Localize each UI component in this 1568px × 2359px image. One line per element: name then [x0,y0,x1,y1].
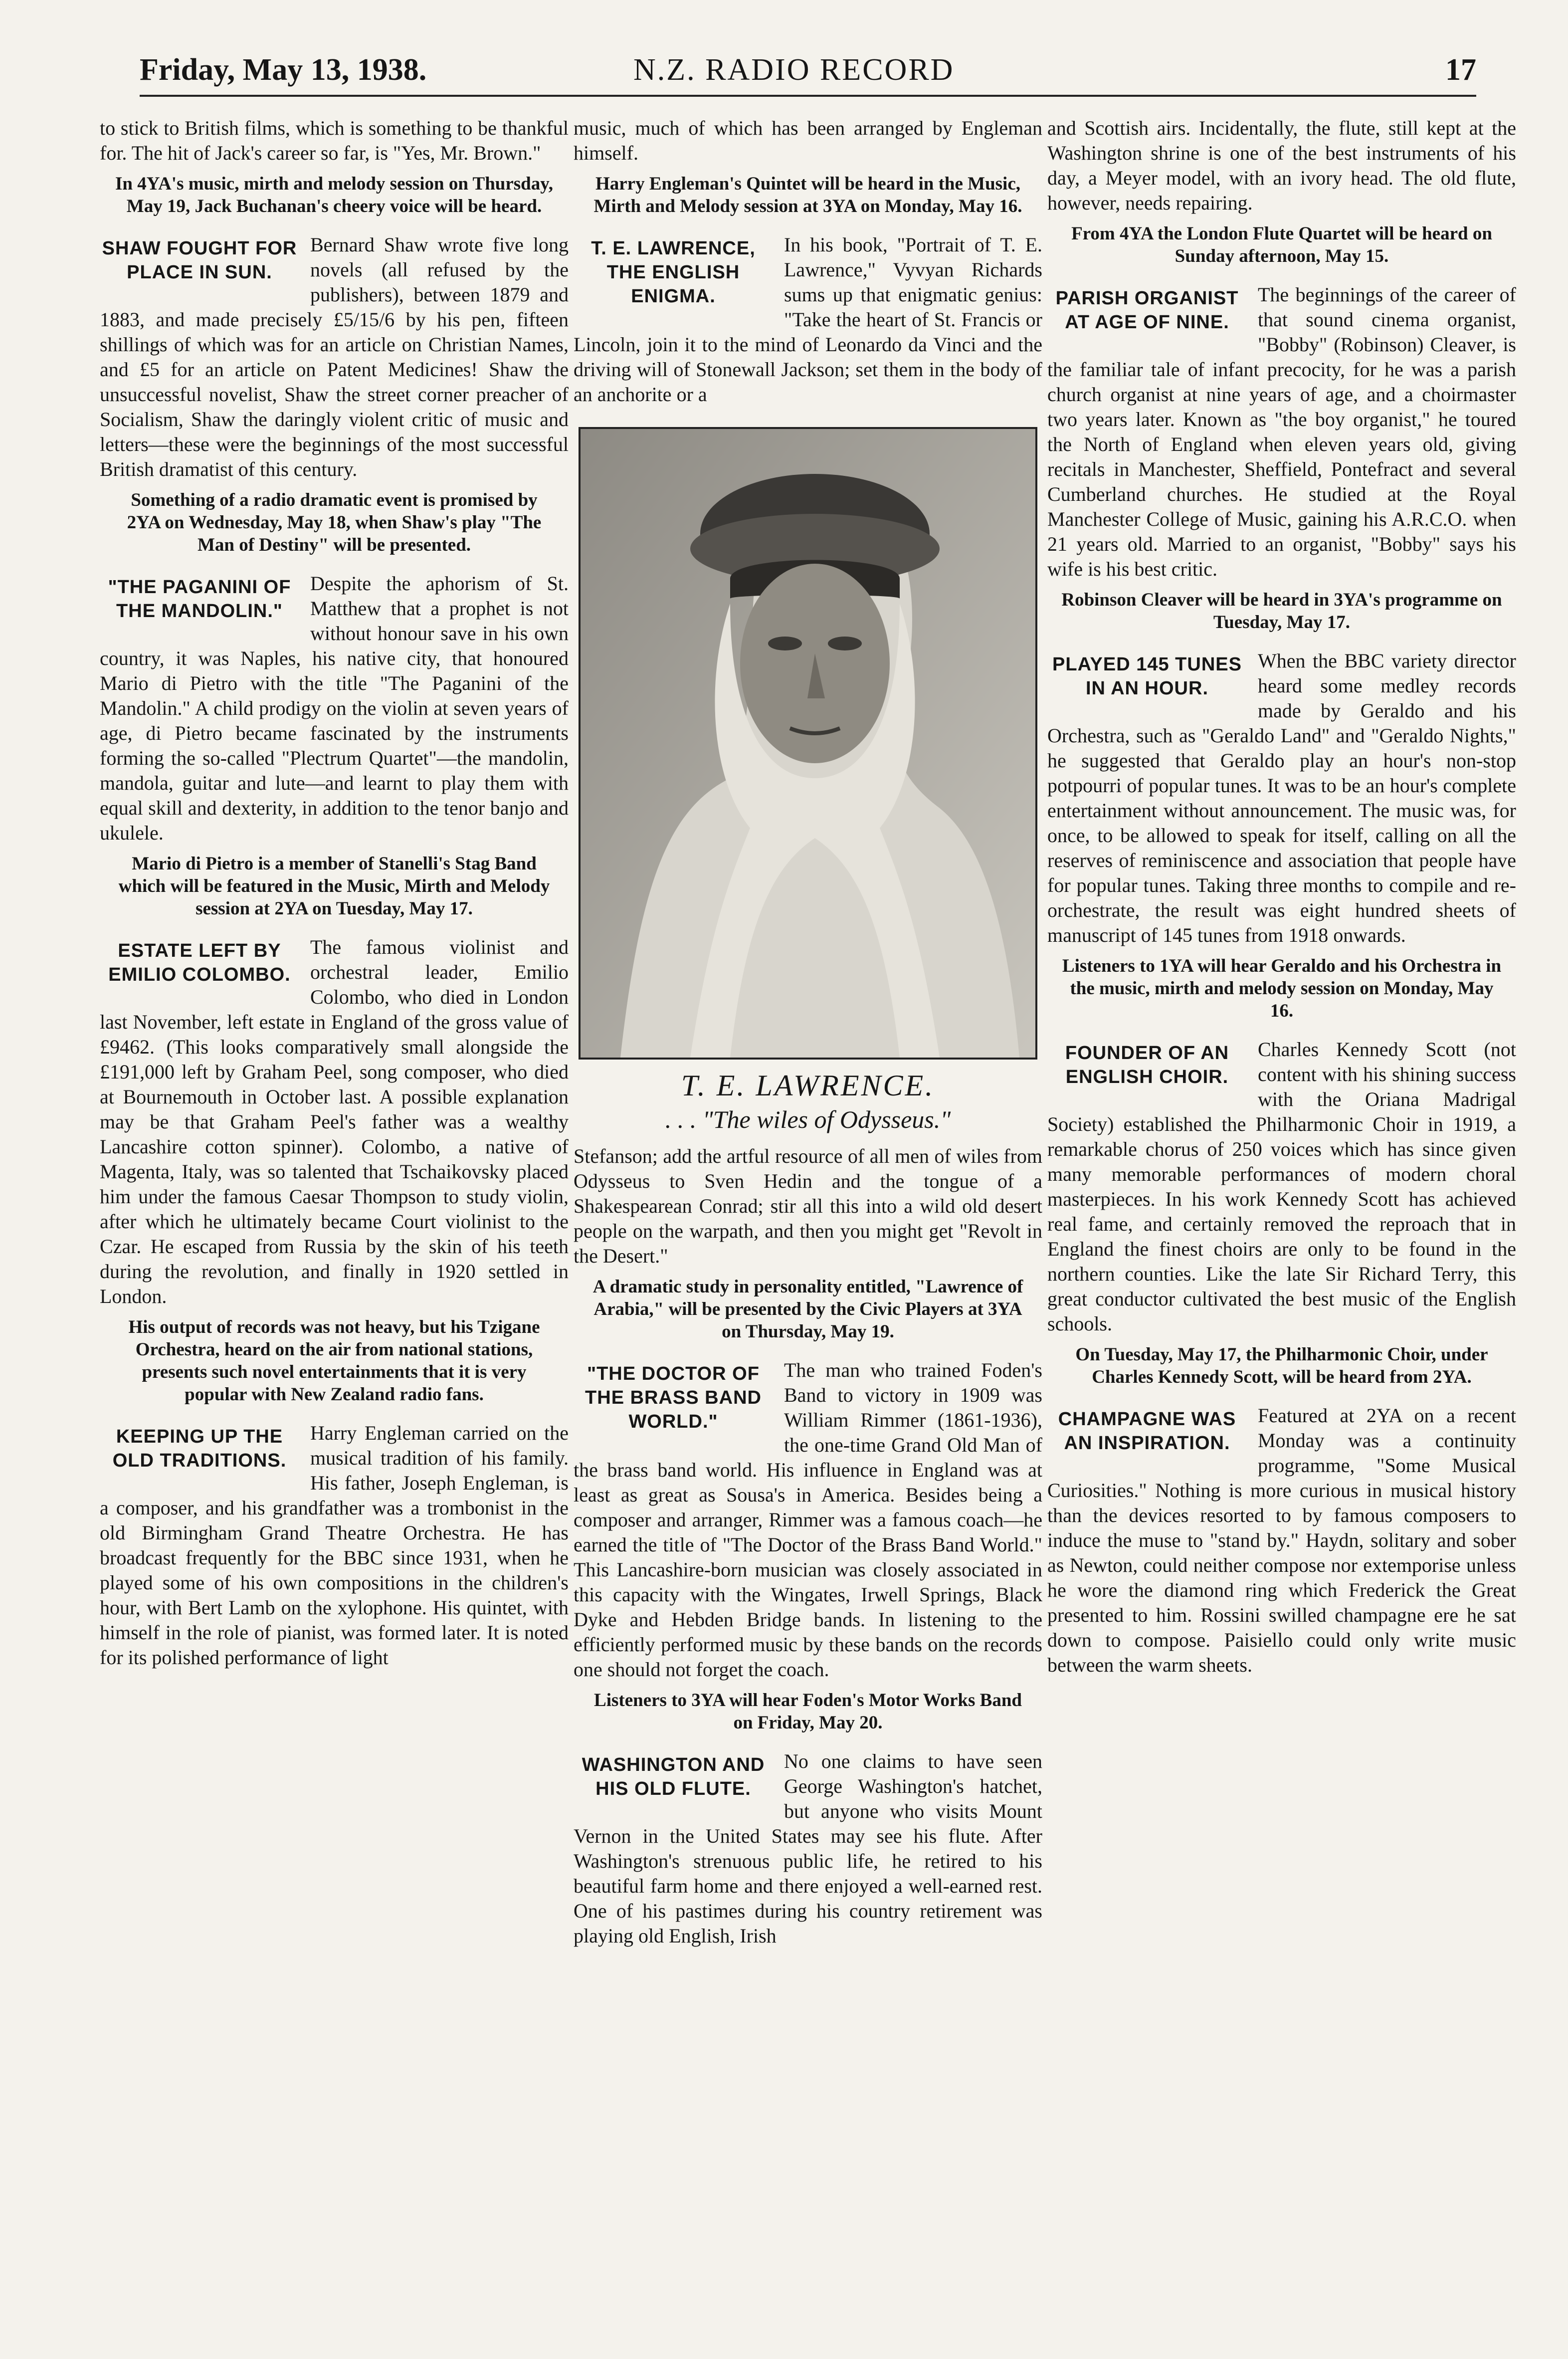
publication-title: N.Z. RADIO RECORD [633,53,955,87]
article-paragraph: to stick to British films, which is something to be thankful for. The hit of Jack's career so far, is "Yes, Mr. Brown." [100,117,569,164]
article [1047,648,1516,1022]
article-paragraph: When the BBC variety director heard some medley records made by Geraldo and his Orchestra, such as "Geraldo Land" and "Geraldo Nights," he suggested that Geraldo play an hour's non-stop potpourri of popular tunes. It was to be an hour's complete entertainment without announcement. The music was, for once, to be allowed to speak for itself, calling on all the reserves of reminiscence and association that people have for popular tunes. Taking three months to compile and re-orchestrate, the result was eight hundred sheets of manuscript of 145 tunes from 1918 onwards. [1047,649,1516,946]
page-number: 17 [1445,53,1476,87]
article [100,935,569,1406]
article-heading: CHAMPAGNE WAS AN INSPIRATION. [1058,1409,1236,1454]
photo-caption: T. E. LAWRENCE. [681,1069,935,1102]
broadcast-note: On Tuesday, May 17, the Philharmonic Choir, under Charles Kennedy Scott, will be heard from 2YA. [1075,1344,1488,1387]
article-paragraph: The man who trained Foden's Band to victory in 1909 was William Rimmer (1861-1936), the one-time Grand Old Man of the brass band world. His influence in England was at least as great as Sousa's in America. Besides being a composer and arranger, Rimmer was a famous coach—he earned the title of "The Doctor of the Brass Band World." This Lancashire-born musician was closely associated in this capacity with the Wingates, Irwell Springs, Black Dyke and Hebden Bridge bands. In listening to the efficiently performed music by these bands on the records one should not forget the coach. [574,1359,1042,1681]
broadcast-note: A dramatic study in personality entitled, "Lawrence of Arabia," will be presented by the Civic Players at 3YA on Thursday, May 19. [592,1277,1023,1342]
article [1047,116,1516,267]
portrait-icon [581,429,1035,1058]
article-heading: "THE PAGANINI OF THE MANDOLIN." [108,577,291,622]
article-heading: FOUNDER OF AN ENGLISH CHOIR. [1065,1043,1229,1087]
article [574,1144,1042,1343]
broadcast-note: Listeners to 1YA will hear Geraldo and his Orchestra in the music, mirth and melody session on Monday, May 16. [1062,956,1502,1021]
article-paragraph: and Scottish airs. Incidentally, the flute, still kept at the Washington shrine is one of the best instruments of his day, a Meyer model, with an ivory head. The old flute, however, needs repairing. [1047,117,1516,214]
article-heading: "THE DOCTOR OF THE BRASS BAND WORLD." [585,1363,762,1432]
article-paragraph: Charles Kennedy Scott (not content with his shining success with the Oriana Madrigal Society) established the Philharmonic Choir in 1919, a remarkable chorus of 250 voices which has since given many memorable performances of modern choral masterpieces. In his work Kennedy Scott has achieved real fame, and certainly removed the reproach that in England the finest choirs are only to be found in the northern counties. Like the late Sir Richard Terry, this great conductor cultivated the best music of the English schools. [1047,1038,1516,1335]
article [100,116,569,217]
article-paragraph: In his book, "Portrait of T. E. Lawrence," Vyvyan Richards sums up that enigmatic genius: "Take the heart of St. Francis or Lincoln, join it to the mind of Leonardo da Vinci and the driving will of Stonewall Jackson; set them in the body of an anchorite or a [574,233,1042,406]
column-3 [1047,116,1516,2321]
masthead [140,45,1476,97]
article-heading: WASHINGTON AND HIS OLD FLUTE. [582,1754,765,1799]
article-paragraph: The beginnings of the career of that sound cinema organist, "Bobby" (Robinson) Cleaver, is the familiar tale of infant precocity, for he was a parish church organist at nine years of age, and a choirmaster two years later. Known as "the boy organist," he toured the North of England when eleven years old, giving recitals in Manchester, Sheffield, Pontefract and several Cumberland churches. He studied at the Royal Manchester College of Music, gaining his A.R.C.O. when 21 years old. Married to an organist, "Bobby" says his wife is his best critic. [1047,283,1516,580]
broadcast-note: From 4YA the London Flute Quartet will be heard on Sunday afternoon, May 15. [1071,223,1492,266]
article-paragraph: Bernard Shaw wrote five long novels (all refused by the publishers), between 1879 and 1883, and made precisely £5/15/6 by his pen, fifteen shillings of which was for an article on Christian Names, and £5 for an article on Patent Medicines! Shaw the unsuccessful novelist, Shaw the street corner preacher of Socialism, Shaw the daringly violent critic of music and letters—these were the beginnings of the most successful British dramatist of this century. [100,233,569,480]
article-heading: SHAW FOUGHT FOR PLACE IN SUN. [102,238,297,283]
broadcast-note: Listeners to 3YA will hear Foden's Motor Works Band on Friday, May 20. [594,1690,1022,1733]
broadcast-note: His output of records was not heavy, but his Tzigane Orchestra, heard on the air from national stations, presents such novel entertainments that it is very popular with New Zealand radio fans. [128,1317,540,1405]
broadcast-note: Mario di Pietro is a member of Stanelli's Stag Band which will be featured in the Music, Mirth and Melody session at 2YA on Tuesday, May 17. [118,854,550,919]
broadcast-note: In 4YA's music, mirth and melody session on Thursday, May 19, Jack Buchanan's cheery voice will be heard. [115,174,553,216]
article [574,116,1042,217]
article-heading: PLAYED 145 TUNES IN AN HOUR. [1052,654,1242,699]
article-paragraph: Stefanson; add the artful resource of all men of wiles from Odysseus to Sven Hedin and the tongue of a Shakespearean Conrad; stir all this into a wild old desert people on the warpath, and then you might get "Revolt in the Desert." [574,1145,1042,1267]
article [574,1749,1042,1948]
article-heading: PARISH ORGANIST AT AGE OF NINE. [1055,288,1239,333]
article [574,1358,1042,1734]
portrait-image [579,427,1037,1060]
broadcast-note: Something of a radio dramatic event is promised by 2YA on Wednesday, May 18, when Shaw's play "The Man of Destiny" will be presented. [127,490,542,555]
article [1047,1403,1516,1678]
article [1047,1037,1516,1388]
article [574,232,1042,407]
article-paragraph: Harry Engleman carried on the musical tradition of his family. His father, Joseph Engleman, is a composer, and his grandfather was a trombonist in the old Birmingham Grand Theatre Orchestra. He has broadcast frequently for the BBC since 1931, when he played some of his own compositions in the children's hour, with Bert Lamb on the xylophone. His quintet, with himself in the role of pianist, was formed later. It is noted for its polished performance of light [100,1422,569,1669]
article [100,1421,569,1670]
column-1 [100,116,569,2321]
article-heading: T. E. LAWRENCE, THE ENGLISH ENIGMA. [591,238,756,307]
article-heading: ESTATE LEFT BY EMILIO COLOMBO. [108,940,291,985]
column-2 [574,116,1042,2321]
article-paragraph: Despite the aphorism of St. Matthew that a prophet is not without honour save in his own country, it was Naples, his native city, that honoured Mario di Pietro with the title "The Paganini of the Mandolin." A child prodigy on the violin at seven years of age, di Pietro became fascinated by the instruments forming the so-called "Plectrum Quartet"—the mandolin, mandola, guitar and lute—and learnt to play them with equal skill and dexterity, in addition to the tenor banjo and ukulele. [100,572,569,844]
article [100,232,569,556]
photo-subcaption: . . . "The wiles of Odysseus." [665,1105,951,1133]
article-paragraph: The famous violinist and orchestral leader, Emilio Colombo, who died in London last November, left estate in England of the gross value of £9462. (This looks comparatively small alongside the £191,000 left by Graham Peel, song composer, who died at Bournemouth in October last. A possible explanation may be that Graham Peel's father was a wealthy Lancashire cotton spinner). Colombo, a native of Magenta, Italy, was so talented that Tschaikovsky placed him under the famous Caesar Thompson to study violin, after which he ultimately became Court violinist to the Czar. He escaped from Russia by the skin of his teeth during the revolution, and finally in 1920 settled in London. [100,936,569,1307]
issue-date: Friday, May 13, 1938. [140,53,427,87]
article [1047,282,1516,634]
article-paragraph: Featured at 2YA on a recent Monday was a continuity programme, "Some Musical Curiosities." Nothing is more curious in musical history than the devices resorted to by famous composers to induce the muse to "stand by." Haydn, solitary and sober as Newton, could neither compose nor extemporise unless he wore the diamond ring which Frederick the Great presented to him. Rossini swilled champagne ere he sat down to compose. Paisiello could only write music between the warm sheets. [1047,1404,1516,1676]
broadcast-note: Harry Engleman's Quintet will be heard in the Music, Mirth and Melody session at 3YA on Monday, May 16. [593,174,1022,216]
article-heading: KEEPING UP THE OLD TRADITIONS. [112,1426,287,1471]
article-paragraph: No one claims to have seen George Washington's hatchet, but anyone who visits Mount Vernon in the United States may see his flute. After Washington's strenuous public life, he retired to his beautiful farm home and there enjoyed a well-earned rest. One of his pastimes during his country retirement was playing old English, Irish [574,1750,1042,1947]
article-paragraph: music, much of which has been arranged by Engleman himself. [574,117,1042,164]
article [100,571,569,920]
lawrence-photo [579,427,1037,1134]
broadcast-note: Robinson Cleaver will be heard in 3YA's programme on Tuesday, May 17. [1061,590,1502,633]
